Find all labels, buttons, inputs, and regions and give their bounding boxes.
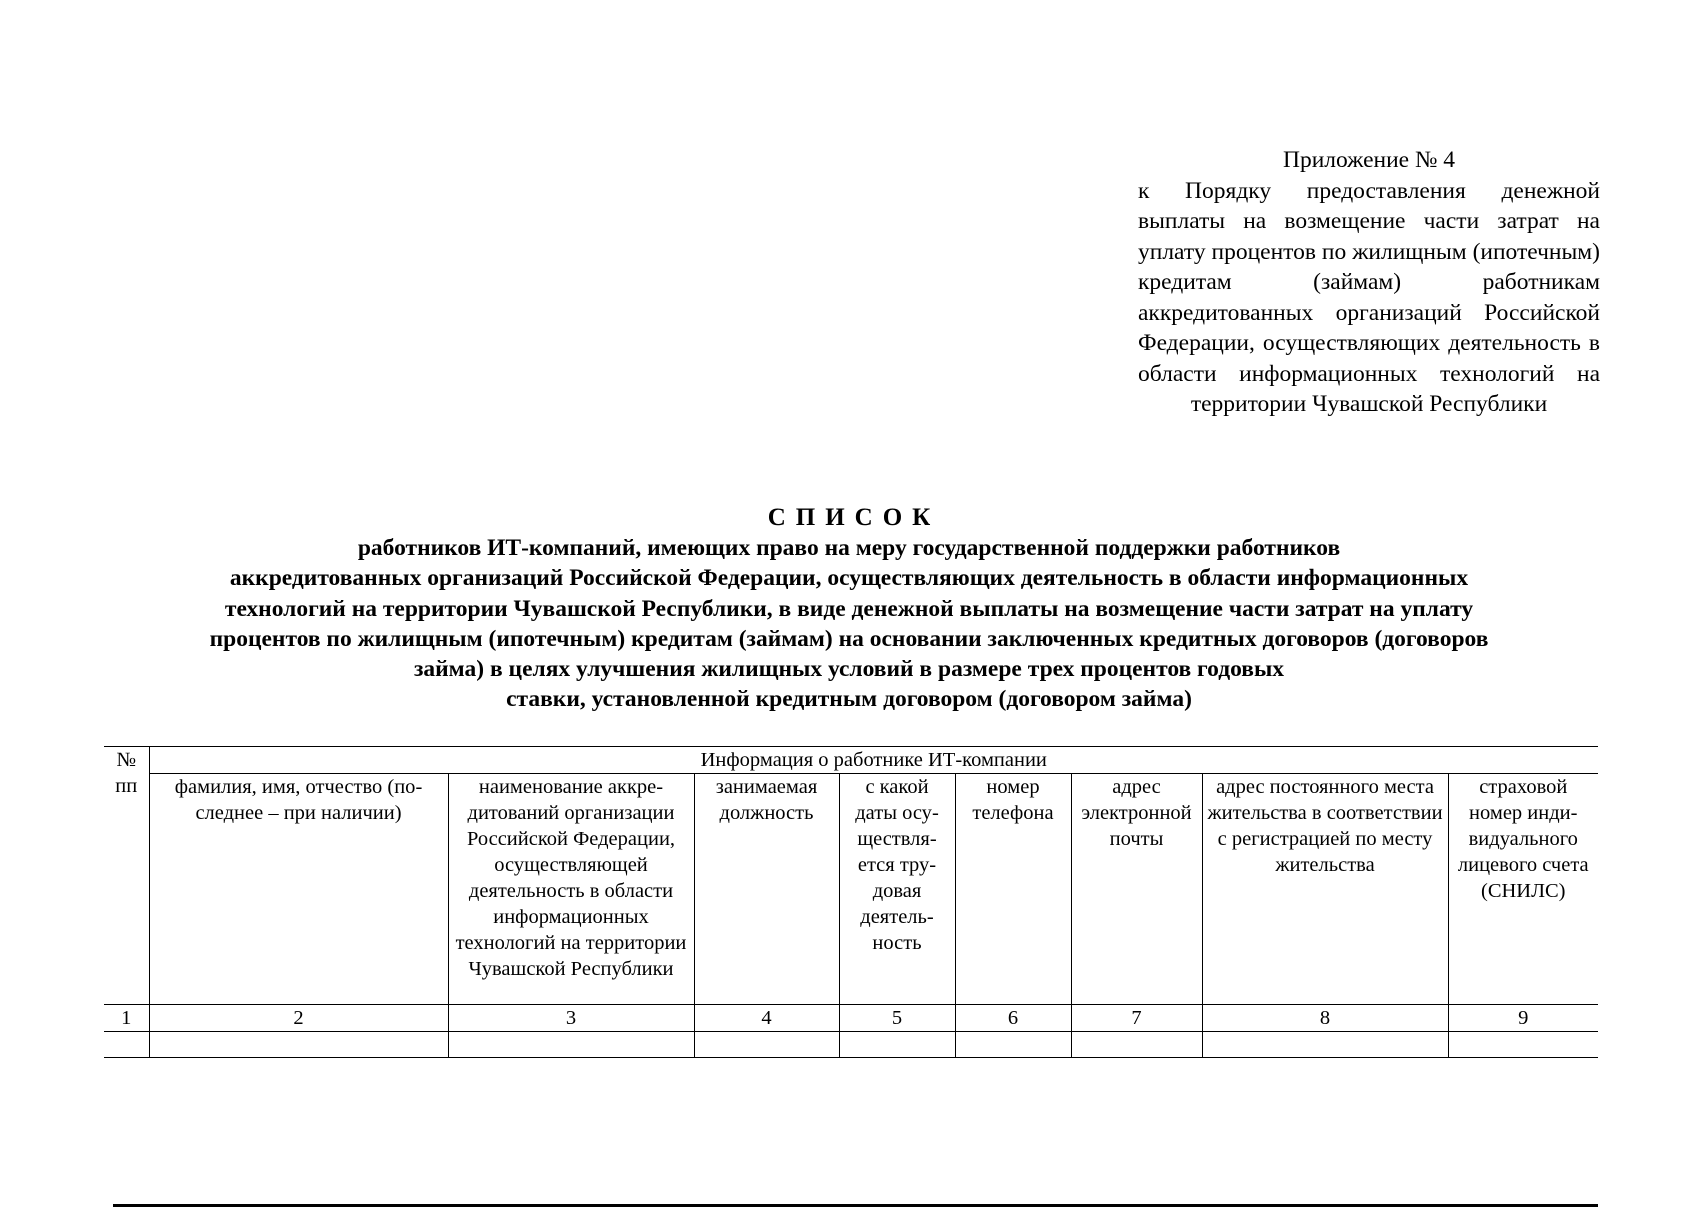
header-snils: страховой номер индивидуального лицевого счета (СНИЛС) [1448,774,1598,1005]
subtitle-line: работников ИТ-компаний, имеющих право на меру государственной поддержки работников [357,535,1341,562]
column-number: 8 [1202,1005,1448,1032]
table-cell [694,1032,839,1058]
header-employment-start-date: с какой даты осуществляется трудовая деятельность [839,774,955,1005]
header-phone: номер телефона [955,774,1071,1005]
subtitle-line: займа) в целях улучшения жилищных условий в размере трех процентов годовых [413,656,1285,683]
appendix-text: к Порядку предоставления денежной выплаты на возмещение части затрат на уплату процентов по жилищным (ипотечным) кредитам (займам) работникам аккредитованных организаций Российской Федерации, осуществляющих деятельность в области информационных технологий на территории Чувашской Республики [1138,177,1600,417]
header-email: адрес электронной почты [1071,774,1202,1005]
table-row [104,1032,1598,1058]
table-cell [104,1032,149,1058]
column-number: 2 [149,1005,448,1032]
header-row-number: № пп [104,747,149,1005]
table-subheader-row [104,774,1598,1005]
table-cell [839,1032,955,1058]
column-number: 7 [1071,1005,1202,1032]
subtitle-line: процентов по жилищным (ипотечным) кредитам (займам) на основании заключенных кредитных договоров (договоров [209,625,1489,652]
header-position: занимаемая должность [694,774,839,1005]
table-cell [955,1032,1071,1058]
header-organization-name: наименование аккредитований организации Российской Федерации, осуществляющей деятельность в области информационных технологий на территории Чувашской Республики [448,774,694,1005]
table-cell [1202,1032,1448,1058]
table-cell [448,1032,694,1058]
subtitle-line: аккредитованных организаций Российской Федерации, осуществляющих деятельность в области информационных [229,565,1469,592]
column-number: 4 [694,1005,839,1032]
table-cell [1071,1032,1202,1058]
column-number: 9 [1448,1005,1598,1032]
column-number: 6 [955,1005,1071,1032]
table-cell [149,1032,448,1058]
column-number: 5 [839,1005,955,1032]
header-employee-info: Информация о работнике ИТ-компании [149,747,1598,774]
header-residence-address: адрес постоянного места жительства в соответствии с регистрацией по месту жительства [1202,774,1448,1005]
table-header-row [104,747,1598,774]
column-number-row [104,1005,1598,1032]
document-title: СПИСОК [767,504,941,531]
appendix-heading: Приложение № 4 [1282,147,1456,173]
column-number: 1 [104,1005,149,1032]
header-full-name: фамилия, имя, отчество (последнее – при наличии) [149,774,448,1005]
appendix-block [1138,145,1600,420]
column-number: 3 [448,1005,694,1032]
document-title-block [100,503,1598,714]
table-cell [1448,1032,1598,1058]
employee-list-table [104,746,1598,1058]
subtitle-line: ставки, установленной кредитным договором (договором займа) [506,686,1192,713]
subtitle-line: технологий на территории Чувашской Республики, в виде денежной выплаты на возмещение части затрат на уплату [224,595,1474,622]
